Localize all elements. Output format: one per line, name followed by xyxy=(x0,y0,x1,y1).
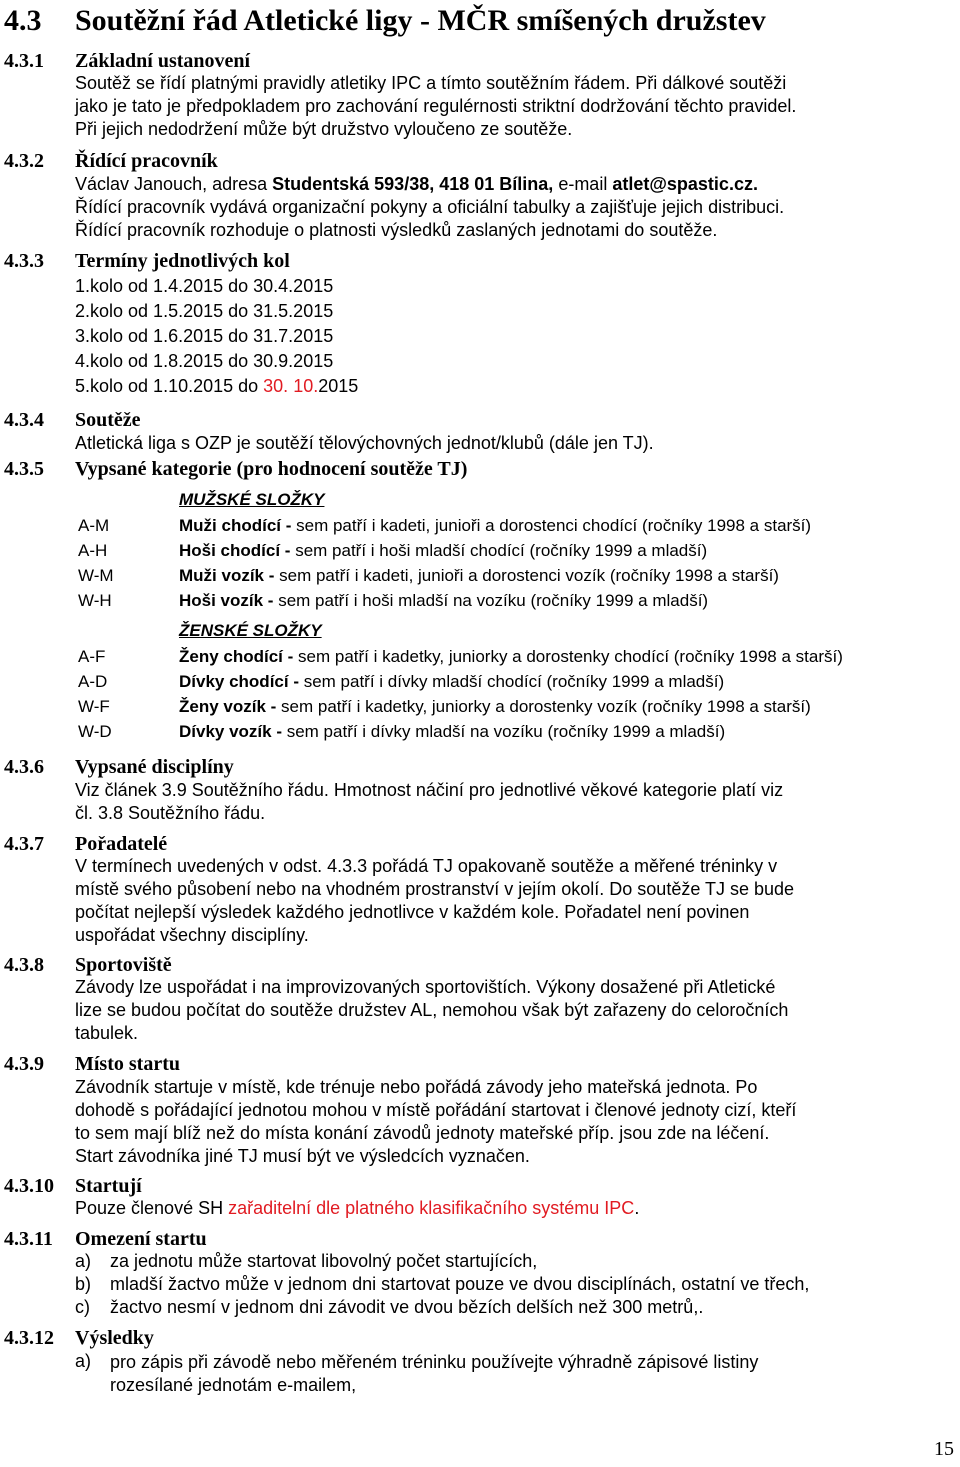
s9-line-1: Závodník startuje v místě, kde trénuje nebo pořádá závody jeho mateřská jednota. Po xyxy=(75,1077,758,1097)
cat-code-wf: W-F xyxy=(78,697,110,716)
cat-wm xyxy=(179,566,779,586)
s11-marker-c: c) xyxy=(75,1297,90,1317)
s2-contact-prefix: Václav Janouch, adresa xyxy=(75,174,268,194)
cat-ad-name: Dívky chodící - xyxy=(179,672,299,691)
s9-line-4: Start závodníka jiné TJ musí být ve výsledcích vyznačen. xyxy=(75,1146,530,1166)
s5-number: 4.3.5 xyxy=(4,458,44,480)
s11-item-b: mladší žactvo může v jednom dni startovat pouze ve dvou disciplínách, ostatní ve třech, xyxy=(110,1274,810,1294)
s9-number: 4.3.9 xyxy=(4,1053,44,1075)
s1-title: Základní ustanovení xyxy=(75,50,251,72)
s7-title: Pořadatelé xyxy=(75,833,168,855)
cat-code-wd: W-D xyxy=(78,722,112,741)
men-heading: MUŽSKÉ SLOŽKY xyxy=(179,490,325,509)
s2-address: Studentská 593/38, 418 01 Bílina, xyxy=(272,174,554,194)
s10-red: zařaditelní dle platného klasifikačního systému IPC xyxy=(228,1198,635,1218)
round-5-red-month: 10. xyxy=(293,376,319,396)
cat-am-name: Muži chodící - xyxy=(179,516,292,535)
round-4: 4.kolo od 1.8.2015 do 30.9.2015 xyxy=(75,351,334,371)
s4-number: 4.3.4 xyxy=(4,409,44,431)
cat-wd-desc: sem patří i dívky mladší na vozíku (ročníky 1999 a mladší) xyxy=(282,722,726,741)
cat-ah-name: Hoši chodící - xyxy=(179,541,291,560)
s9-title: Místo startu xyxy=(75,1053,180,1075)
s1-line-3: Při jejich nedodržení může být družstvo vyloučeno ze soutěže. xyxy=(75,119,573,139)
s12-item-a-line-2: rozesílané jednotám e-mailem, xyxy=(110,1375,357,1395)
page-number: 15 xyxy=(934,1438,954,1460)
s2-email-label: e-mail xyxy=(558,174,608,194)
s5-title: Vypsané kategorie (pro hodnocení soutěže TJ) xyxy=(75,458,468,480)
s1-line-1: Soutěž se řídí platnými pravidly atletiky IPC a tímto soutěžním řádem. Při dálkové soutěži xyxy=(75,73,787,93)
s2-number: 4.3.2 xyxy=(4,150,44,172)
cat-wd xyxy=(179,722,725,742)
cat-code-am: A-M xyxy=(78,516,110,535)
cat-af-name: Ženy chodící - xyxy=(179,647,294,666)
s1-line-2: jako je tato je předpokladem pro zachování regulérnosti striktní dodržování těchto pravidel. xyxy=(75,96,797,116)
s2-contact xyxy=(75,173,758,196)
s11-marker-b: b) xyxy=(75,1274,92,1294)
s10-number: 4.3.10 xyxy=(4,1175,54,1197)
s4-title: Soutěže xyxy=(75,409,141,431)
s6-line-1: Viz článek 3.9 Soutěžního řádu. Hmotnost náčiní pro jednotlivé věkové kategorie platí viz xyxy=(75,780,784,800)
cat-code-wh: W-H xyxy=(78,591,112,610)
s2-title: Řídící pracovník xyxy=(75,150,218,172)
s2-email-link[interactable]: atlet@spastic.cz. xyxy=(612,174,758,194)
s11-item-c: žactvo nesmí v jednom dni závodit ve dvou bězích delších než 300 metrů,. xyxy=(110,1297,704,1317)
s7-line-1: V termínech uvedených v odst. 4.3.3 pořádá TJ opakovaně soutěže a měřené tréninky v xyxy=(75,856,778,876)
s8-line-1: Závody lze uspořádat i na improvizovaných sportovištích. Výkony dosažené při Atletické xyxy=(75,977,776,997)
round-3: 3.kolo od 1.6.2015 do 31.7.2015 xyxy=(75,326,334,346)
s7-line-3: počítat nejlepší výsledek každého jednotlivce v každém kole. Pořadatel není povinen xyxy=(75,902,750,922)
section-header xyxy=(4,4,42,38)
s11-title: Omezení startu xyxy=(75,1228,207,1250)
section-number: 4.3 xyxy=(4,4,42,37)
s3-title: Termíny jednotlivých kol xyxy=(75,250,290,272)
s2-line-1: Řídící pracovník vydává organizační pokyny a oficiální tabulky a zajišťuje jejich distribuci. xyxy=(75,197,785,217)
s2-line-2: Řídící pracovník rozhoduje o platnosti výsledků zaslaných jednotami do soutěže. xyxy=(75,220,718,240)
cat-wf xyxy=(179,697,811,717)
s10-prefix: Pouze členové SH xyxy=(75,1198,229,1218)
s12-title: Výsledky xyxy=(75,1327,154,1349)
s8-title: Sportoviště xyxy=(75,954,172,976)
s7-line-2: místě svého působení nebo na vhodném prostranství v jejím okolí. Do soutěže TJ se bude xyxy=(75,879,795,899)
s8-line-2: lize se budou počítat do soutěže družstev AL, nemohou však být zařazeny do celoročních xyxy=(75,1000,789,1020)
s11-number: 4.3.11 xyxy=(4,1228,53,1250)
round-5 xyxy=(75,375,358,398)
s12-number: 4.3.12 xyxy=(4,1327,54,1349)
s8-line-3: tabulek. xyxy=(75,1023,139,1043)
cat-code-af: A-F xyxy=(78,647,106,666)
cat-wh-name: Hoši vozík - xyxy=(179,591,274,610)
s1-number: 4.3.1 xyxy=(4,50,44,72)
s11-item-a: za jednotu může startovat libovolný počet startujících, xyxy=(110,1251,538,1271)
cat-ad-desc: sem patří i dívky mladší chodící (ročníky 1999 a mladší) xyxy=(298,672,725,691)
cat-af xyxy=(179,647,843,667)
s11-marker-a: a) xyxy=(75,1251,92,1271)
cat-ah xyxy=(179,541,707,561)
cat-am-desc: sem patří i kadeti, junioři a dorostenci chodící (ročníky 1998 a starší) xyxy=(291,516,812,535)
cat-ad xyxy=(179,672,724,692)
s3-number: 4.3.3 xyxy=(4,250,44,272)
round-1: 1.kolo od 1.4.2015 do 30.4.2015 xyxy=(75,276,334,296)
s6-number: 4.3.6 xyxy=(4,756,44,778)
round-2: 2.kolo od 1.5.2015 do 31.5.2015 xyxy=(75,301,334,321)
s6-title: Vypsané disciplíny xyxy=(75,756,234,778)
round-5-red-day: 30. xyxy=(263,376,289,396)
round-5-prefix: 5.kolo od 1.10.2015 do xyxy=(75,376,264,396)
women-heading: ŽENSKÉ SLOŽKY xyxy=(179,621,322,640)
cat-wh-desc: sem patří i hoši mladší na vozíku (ročníky 1999 a mladší) xyxy=(273,591,709,610)
cat-am xyxy=(179,516,811,536)
s6-line-2: čl. 3.8 Soutěžního řádu. xyxy=(75,803,266,823)
s7-number: 4.3.7 xyxy=(4,833,44,855)
s10-suffix: . xyxy=(634,1198,640,1218)
cat-af-desc: sem patří i kadetky, juniorky a dorostenky chodící (ročníky 1998 a starší) xyxy=(293,647,843,666)
s9-line-2: dohodě s pořádající jednotou mohou v místě pořádání startovat i členové jednoty cizí, kteří xyxy=(75,1100,797,1120)
s8-number: 4.3.8 xyxy=(4,954,44,976)
cat-code-ad: A-D xyxy=(78,672,108,691)
cat-wm-name: Muži vozík - xyxy=(179,566,275,585)
cat-wh xyxy=(179,591,708,611)
s10-title: Startují xyxy=(75,1175,142,1197)
cat-code-wm: W-M xyxy=(78,566,114,585)
cat-code-ah: A-H xyxy=(78,541,108,560)
s7-line-4: uspořádat všechny disciplíny. xyxy=(75,925,309,945)
cat-wm-desc: sem patří i kadeti, junioři a dorostenci vozík (ročníky 1998 a starší) xyxy=(274,566,779,585)
s4-text: Atletická liga s OZP je soutěží tělovýchovných jednot/klubů (dále jen TJ). xyxy=(75,433,654,453)
s12-item-a-line-1: pro zápis při závodě nebo měřeném tréninku používejte výhradně zápisové listiny xyxy=(110,1352,759,1372)
s9-line-3: to sem mají blíž než do místa konání závodů jednoty mateřské příp. jsou zde na léčení. xyxy=(75,1123,770,1143)
cat-ah-desc: sem patří i hoši mladší chodící (ročníky 1999 a mladší) xyxy=(290,541,708,560)
s10-text xyxy=(75,1197,639,1220)
cat-wf-name: Ženy vozík - xyxy=(179,697,277,716)
cat-wd-name: Dívky vozík - xyxy=(179,722,282,741)
section-title: Soutěžní řád Atletické ligy - MČR smíšených družstev xyxy=(75,4,766,37)
cat-wf-desc: sem patří i kadetky, juniorky a dorostenky vozík (ročníky 1998 a starší) xyxy=(276,697,811,716)
s12-marker-a: a) xyxy=(75,1351,92,1371)
round-5-suffix: 2015 xyxy=(318,376,359,396)
